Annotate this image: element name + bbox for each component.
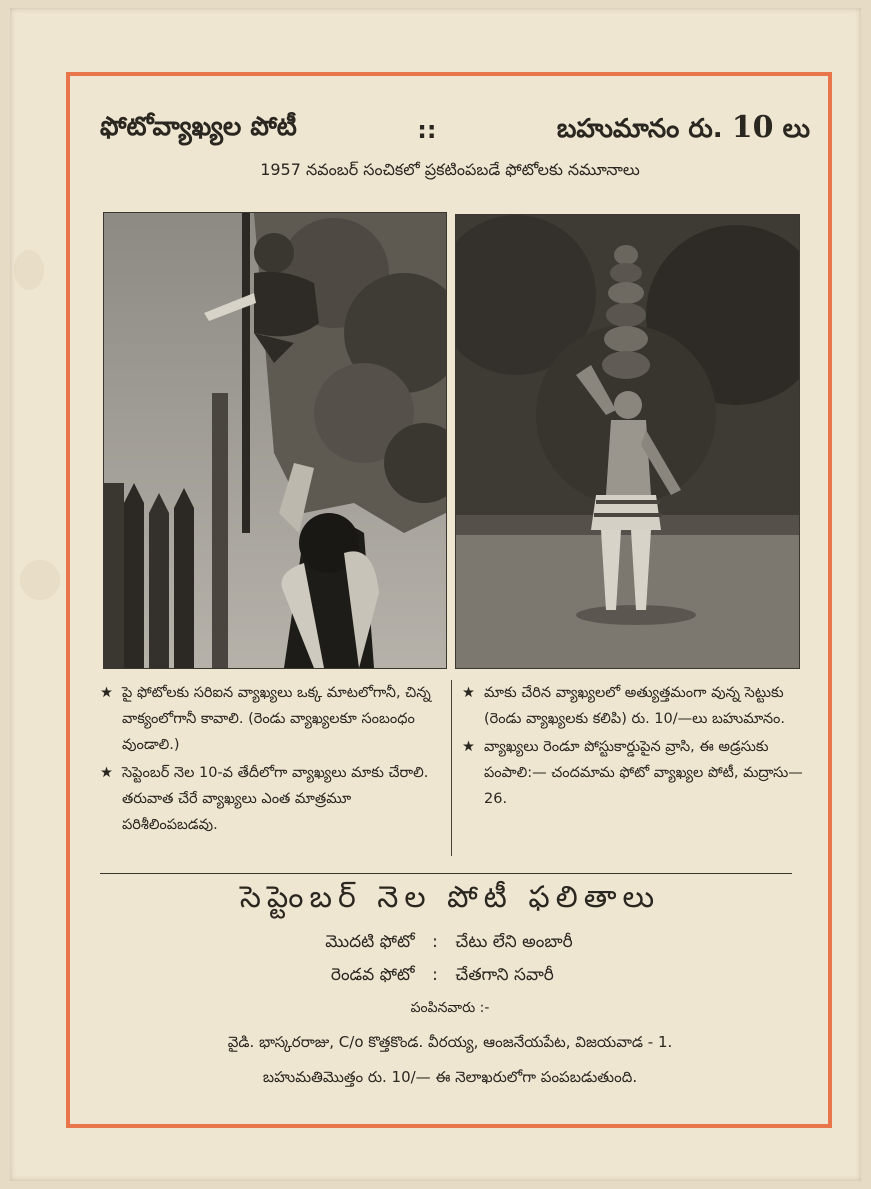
rule-text: వ్యాఖ్యలు రెండూ పోస్టుకార్డుపైన వ్రాసి, ఈ అడ్రసుకు పంపాలి:— చందమామ ఫోటో వ్యాఖ్యల పోటీ, మద్రాసు—26. — [484, 739, 803, 807]
rule-text: మాకు చేరిన వ్యాఖ్యలలో అత్యుత్తమంగా వున్న సెట్టుకు (రెండు వ్యాఖ్యలకు కలిపి) రు. 10/—లు బహుమానం. — [484, 685, 785, 727]
result-colon: : — [432, 965, 438, 985]
sender-label: పంపినవారు :- — [410, 1000, 490, 1016]
photo-dancer-with-pots — [455, 214, 800, 669]
contest-title: ఫోటోవ్యాఖ్యల పోటీ — [100, 112, 297, 142]
star-icon: ★ — [100, 685, 113, 701]
result-colon: : — [432, 932, 438, 952]
result-value: చేటు లేని అంబారీ — [455, 932, 573, 952]
paper-stain — [14, 250, 44, 290]
header-separator: :: — [417, 116, 437, 144]
result-second-photo — [100, 965, 800, 989]
rules-left-column — [100, 680, 445, 840]
results-title: సెప్టెంబర్ నెల పోటీ ఫలితాలు — [239, 880, 661, 915]
column-divider — [451, 680, 452, 856]
prize-amount: 10 — [731, 110, 774, 145]
prize-suffix: లు — [782, 114, 810, 144]
rule-item — [100, 760, 445, 838]
rules-right-column — [462, 680, 807, 814]
contest-header — [100, 108, 810, 152]
photo-child-on-pole — [103, 212, 447, 669]
section-divider — [100, 873, 792, 874]
rule-text: పై ఫోటోలకు సరిఐన వ్యాఖ్యలు ఒక్క మాటలోగానీ, చిన్న వాక్యంలోగానీ కావాలి. (రెండు వ్యాఖ్యలకూ సంబంధం వుండాలి.) — [122, 685, 431, 753]
star-icon: ★ — [100, 765, 113, 781]
result-first-photo — [100, 932, 800, 956]
prize-text: బహుమానం రు. — [556, 114, 723, 144]
prize-heading — [557, 110, 810, 150]
star-icon: ★ — [462, 685, 475, 701]
rule-item — [462, 680, 807, 732]
subtitle: 1957 నవంబర్ సంచికలో ప్రకటింపబడే ఫోటోలకు నమూనాలు — [260, 160, 640, 179]
rule-item — [100, 680, 445, 758]
rule-text: సెప్టెంబర్ నెల 10-వ తేదీలోగా వ్యాఖ్యలు మాకు చేరాలి. తరువాత చేరే వ్యాఖ్యలు ఎంత మాత్రమూ పరిశీలింపబడవు. — [122, 765, 429, 833]
closing-note: బహుమతిమొత్తం రు. 10/— ఈ నెలాఖరులోగా పంపబడుతుంది. — [262, 1068, 638, 1086]
result-label: మొదటి ఫోటో — [325, 932, 415, 952]
result-label: రెండవ ఫోటో — [330, 965, 415, 985]
rule-item — [462, 734, 807, 812]
result-value: చేతగాని సవారీ — [455, 965, 554, 985]
paper-stain — [20, 560, 60, 600]
sender-address: వైడి. భాస్కరరాజు, C/o కొత్తకొండ. వీరయ్య, ఆంజనేయపేట, విజయవాడ - 1. — [227, 1033, 673, 1051]
star-icon: ★ — [462, 739, 475, 755]
